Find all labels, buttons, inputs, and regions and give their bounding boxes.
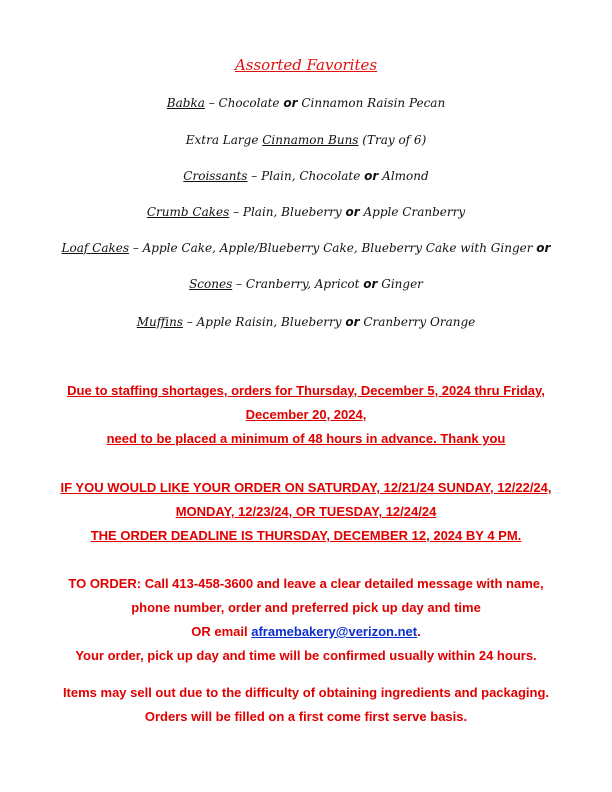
item-name: Croissants [183,169,248,183]
item-name: Muffins [136,315,183,329]
menu-item-babka [0,96,612,110]
item-desc: – Apple Cake, Apple/Blueberry Cake, Blueberry Cake with Ginger [129,241,537,255]
staffing-notice-line-1: Due to staffing shortages, orders for Thursday, December 5, 2024 thru Friday, [67,383,545,398]
item-desc: Apple Cranberry [359,205,466,219]
menu-item-loaf-cakes [0,241,612,255]
or-word: or [345,205,360,219]
or-word: or [363,277,378,291]
item-name: Babka [166,96,205,110]
item-desc: Cinnamon Raisin Pecan [297,96,446,110]
item-desc: – Plain, Blueberry [229,205,346,219]
item-desc: Almond [378,169,429,183]
or-word: or [536,241,551,255]
menu-item-muffins [0,315,612,329]
item-desc: – Apple Raisin, Blueberry [182,315,346,329]
item-name: Crumb Cakes [146,205,230,219]
item-suffix: (Tray of 6) [358,133,427,147]
menu-item-crumb-cakes [0,205,612,219]
or-word: or [283,96,298,110]
menu-item-cinnamon-buns [0,133,612,147]
or-word: or [345,315,360,329]
item-desc: – Cranberry, Apricot [232,277,364,291]
availability-line-2: Orders will be filled on a first come first serve basis. [144,709,468,724]
item-desc: Ginger [377,277,423,291]
email-link[interactable]: aframebakery@verizon.net [251,624,418,639]
menu-item-croissants [0,169,612,183]
menu-item-scones [0,277,612,291]
item-name: Loaf Cakes [61,241,130,255]
holiday-notice-line-1: IF YOU WOULD LIKE YOUR ORDER ON SATURDAY, 12/21/24 SUNDAY, 12/22/24, [60,480,552,495]
item-name: Cinnamon Buns [262,133,359,147]
ordering-line-2: phone number, order and preferred pick up day and time [131,600,481,615]
item-desc: Cranberry Orange [359,315,476,329]
holiday-deadline-line: THE ORDER DEADLINE IS THURSDAY, DECEMBER 12, 2024 BY 4 PM. [90,528,522,543]
ordering-line-1: TO ORDER: Call 413-458-3600 and leave a clear detailed message with name, [68,576,544,591]
email-suffix: . [417,624,421,639]
item-desc: – Chocolate [204,96,284,110]
availability-line-1: Items may sell out due to the difficulty of obtaining ingredients and packaging. [62,685,550,700]
or-word: or [364,169,379,183]
email-prefix: OR email [191,624,252,639]
holiday-notice-line-2: MONDAY, 12/23/24, OR TUESDAY, 12/24/24 [175,504,437,519]
confirmation-line: Your order, pick up day and time will be confirmed usually within 24 hours. [75,648,537,663]
ordering-email-line [0,624,612,639]
section-title: Assorted Favorites [234,56,378,74]
staffing-notice-line-2: December 20, 2024, [245,407,367,422]
item-desc: – Plain, Chocolate [247,169,365,183]
item-name: Scones [189,277,233,291]
staffing-notice-line-3: need to be placed a minimum of 48 hours in advance. Thank you [106,431,506,446]
item-prefix: Extra Large [185,133,263,147]
